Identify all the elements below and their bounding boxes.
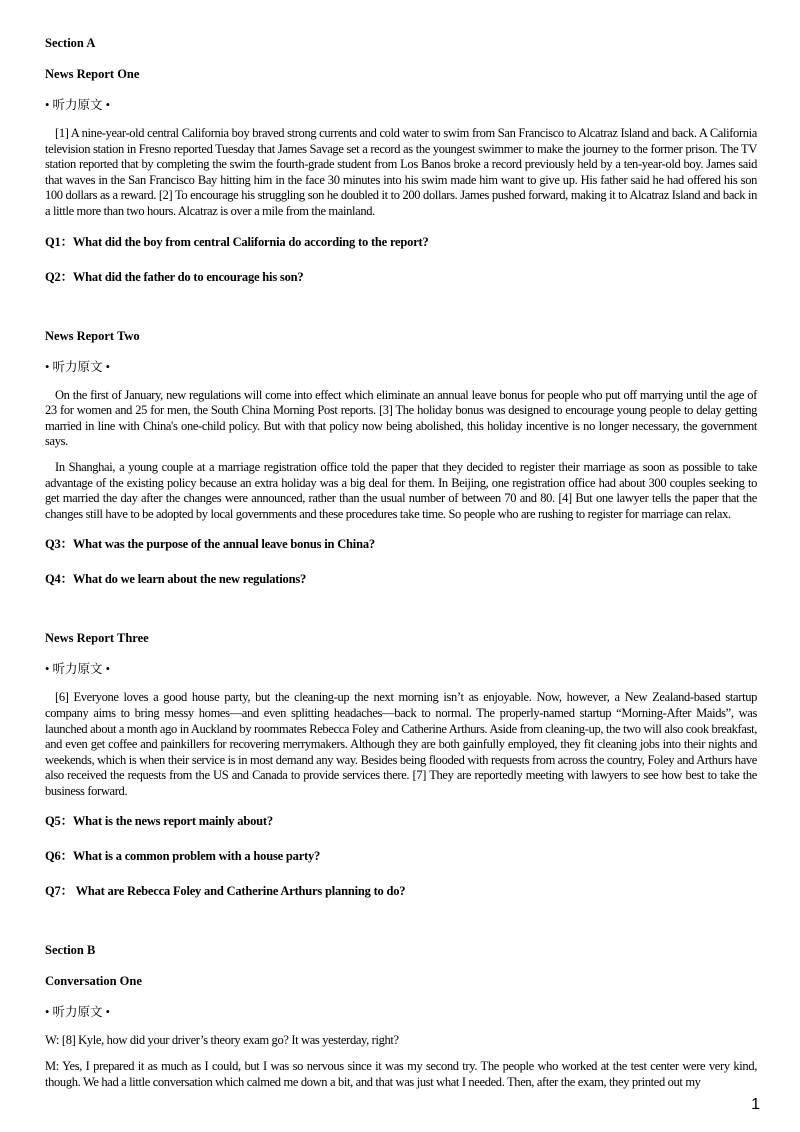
conversation-one-title: Conversation One: [45, 974, 142, 989]
section-a-title: Section A: [45, 36, 96, 50]
report-three-paragraph: [6] Everyone loves a good house party, but the cleaning-up the next morning isn’t as enjoyable. Now, however, a New Zealand-based startup company aims to bring messy homes—and even splitting headaches—back to normal. The properly-named startup “Morning-After Maids”, was launched about a month ago in Auckland by roommates Rebecca Foley and Catherine Arthurs. Aside from cleaning-up, the two will also cook breakfast, and even get coffee and painkillers for recovering merrymakers. Although they are both gainfully employed, they fit cleaning jobs into their nights and weekends, which is when their service is in most demand any way. Besides being flooded with requests from across the country, Foley and Arthurs have also received the requests from the US and Canada to provide services there. [7] They are reportedly meeting with lawyers to see how best to take the business forward.: [45, 690, 757, 798]
report-one-label: • 听力原文 •: [45, 98, 111, 112]
question-3: Q3：What was the purpose of the annual leave bonus in China?: [45, 537, 375, 552]
conversation-line-w: W: [8] Kyle, how did your driver’s theory exam go? It was yesterday, right?: [45, 1033, 399, 1048]
document-page: [45, 36, 757, 1100]
question-7: Q7： What are Rebecca Foley and Catherine Arthurs planning to do?: [45, 884, 406, 899]
report-two-title: News Report Two: [45, 328, 140, 343]
conversation-one-label: • 听力原文 •: [45, 1005, 111, 1020]
report-two-paragraph-2: In Shanghai, a young couple at a marriage registration office told the paper that they decided to register their marriage as soon as possible to take advantage of the existing policy because an extra holiday was a big deal for them. In Beijing, one registration office had about 300 couples seeking to get married the day after the changes were announced, rather than the usual number of between 70 and 80. [4] But one lawyer tells the paper that the changes still have to be adopted by local governments and these procedures take time. So people who are rushing to register for marriage can relax.: [45, 459, 757, 521]
page-number: 1: [751, 1096, 760, 1113]
question-2: Q2：What did the father do to encourage his son?: [45, 269, 304, 284]
question-5: Q5：What is the news report mainly about?: [45, 814, 273, 829]
report-three-label: • 听力原文 •: [45, 662, 111, 677]
report-three-title: News Report Three: [45, 631, 149, 646]
section-b-title: Section B: [45, 943, 96, 958]
question-1: Q1：What did the boy from central California do according to the report?: [45, 234, 429, 249]
question-6: Q6：What is a common problem with a house party?: [45, 849, 321, 864]
report-one-paragraph: [1] A nine-year-old central California boy braved strong currents and cold water to swim from San Francisco to Alcatraz Island and back. A California television station in Fresno reported Tuesday that James Savage set a record as the youngest swimmer to make the journey to the former prison. The TV station reported that by completing the swim the fourth-grade student from Los Banos broke a record previously held by a ten-year-old boy. James said that waves in the San Francisco Bay hitting him in the face 30 minutes into his swim made him want to give up. His father said he had offered his son 100 dollars as a reward. [2] To encourage his struggling son he doubled it to 200 dollars. James pushed forward, making it to Alcatraz Island and back in a little more than two hours. Alcatraz is over a mile from the mainland.: [45, 126, 757, 218]
conversation-line-m: M: Yes, I prepared it as much as I could, but I was so nervous since it was my second try. The people who worked at the test center were very kind, though. We had a little conversation which calmed me down a bit, and that was just what I needed. Then, after the exam, they printed out my: [45, 1059, 757, 1089]
report-two-paragraph-1: On the first of January, new regulations will come into effect which eliminate an annual leave bonus for people who put off marrying until the age of 23 for women and 25 for men, the South China Morning Post reports. [3] The holiday bonus was designed to encourage young people to delay getting married in line with China's one-child policy. But with that policy now being abolished, this holiday incentive is no longer necessary, the government says.: [45, 387, 757, 449]
report-one-title: News Report One: [45, 67, 140, 81]
question-4: Q4：What do we learn about the new regulations?: [45, 572, 307, 587]
report-two-label: • 听力原文 •: [45, 359, 111, 374]
